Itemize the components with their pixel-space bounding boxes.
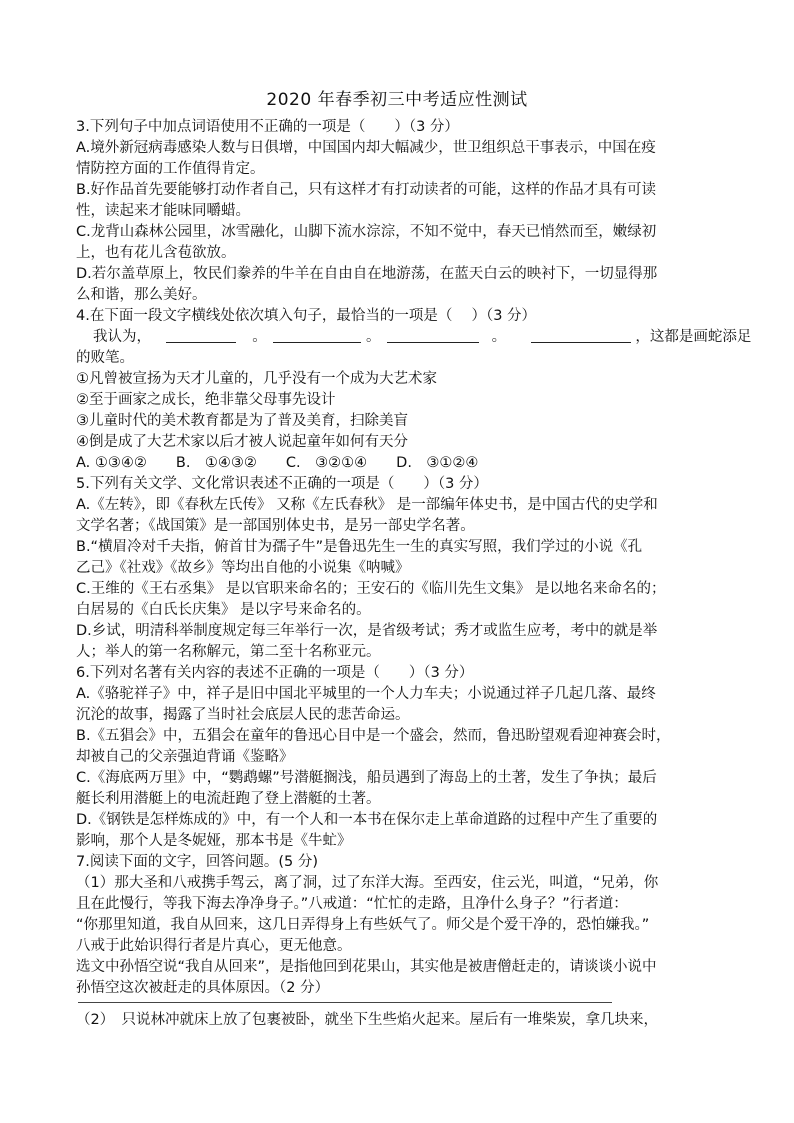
q7-passage-line1: （1）那大圣和八戒携手驾云，离了洞，过了东洋大海。至西安，住云光，叫道，“兄弟，你 (76, 875, 659, 891)
q3-option-a-line2: 情防控方面的工作值得肯定。 (76, 161, 265, 177)
blank-mark-3: 。 (491, 329, 507, 345)
q5-option-a-line1: A.《左转》，即《春秋左氏传》 又称《左氏春秋》 是一部编年体史书，是中国古代的史学和 (76, 497, 658, 513)
answer-blank-3[interactable] (387, 327, 479, 343)
q4-sentence-3: ③儿童时代的美术教育都是为了普及美育，扫除美盲 (76, 413, 408, 429)
question-6-stem: 6.下列对名著有关内容的表述不正确的一项是（ ）（3 分） (76, 665, 474, 681)
question-5-stem: 5.下列有关文学、文化常识表述不正确的一项是（ ）（3 分） (76, 476, 488, 492)
q7-passage-2-line1: （2） 只说林冲就床上放了包裹被卧，就坐下生些焰火起来。屋后有一堆柴炭，拿几块来， (76, 1012, 658, 1028)
q4-trailing-text: ，这都是画蛇添足 (635, 329, 752, 345)
q5-option-d-line2: 人；举人的第一名称解元，第二至十名称亚元。 (76, 644, 381, 660)
q3-option-c-line2: 上，也有花儿含苞欲放。 (76, 245, 236, 261)
q6-option-d-line2: 影响，那个人是冬妮娅，那本书是《牛虻》 (76, 833, 352, 849)
q4-text-line2: 的败笔。 (76, 350, 134, 366)
blank-mark-1: 。 (252, 329, 267, 345)
answer-blank-1[interactable] (166, 327, 236, 343)
q3-option-b-line2: 性，读起来才能味同嚼蜡。 (76, 203, 250, 219)
q4-fill-blank-line (93, 327, 752, 348)
q4-options: A. ①③④② B. ①④③② C. ③②①④ D. ③①②④ (76, 455, 479, 471)
q3-option-c-line1: C.龙背山森林公园里，冰雪融化，山脚下流水淙淙，不知不觉中，春天已悄然而至，嫩绿初 (76, 224, 657, 240)
q6-option-c-line1: C.《海底两万里》中，“鹦鹉螺”号潜艇搁浅，船员遇到了海岛上的土著，发生了争执；最后 (76, 770, 657, 786)
q4-sentence-2: ②至于画家之成长，绝非靠父母事先设计 (76, 392, 336, 408)
question-7-stem: 7.阅读下面的文字，回答问题。(5 分) (76, 854, 318, 870)
q7-prompt-line2: 孙悟空这次被赶走的具体原因。（2 分） (76, 980, 330, 996)
q5-option-c-line2: 白居易的《白氏长庆集》 是以字号来命名的。 (76, 602, 371, 618)
q6-option-a-line1: A.《骆驼祥子》中，祥子是旧中国北平城里的一个人力车夫；小说通过祥子几起几落、最终 (76, 686, 656, 702)
q4-sentence-1: ①凡曾被宣扬为天才儿童的，几乎没有一个成为大艺术家 (76, 371, 437, 387)
q3-option-d-line1: D.若尔盖草原上，牧民们豢养的牛羊在自由自在地游荡，在蓝天白云的映衬下，一切显得那 (76, 266, 658, 282)
q6-option-d-line1: D.《钢铁是怎样炼成的》中，有一个人和一本书在保尔走上革命道路的过程中产生了重要的 (76, 812, 658, 828)
q3-option-b-line1: B.好作品首先要能够打动作者自己，只有这样才有打动读者的可能，这样的作品才具有可读 (76, 182, 657, 198)
q5-option-b-line2: 乙己》《社戏》《故乡》等均出自他的小说集《呐喊》 (76, 560, 410, 576)
q4-lead-text: 我认为， (93, 329, 151, 345)
question-4-stem: 4.在下面一段文字横线处依次填入句子，最恰当的一项是（ ）（3 分） (76, 308, 537, 324)
q7-passage-line4: 八戒于此始识得行者是片真心，更无他意。 (76, 938, 352, 954)
blank-mark-2: 。 (365, 329, 381, 345)
answer-blank-2[interactable] (273, 327, 361, 343)
q7-passage-line2: 且在此慢行，等我下海去净净身子。”八戒道：“忙忙的走路，且净什么身子？”行者道： (76, 896, 628, 912)
q4-sentence-4: ④倒是成了大艺术家以后才被人说起童年如何有天分 (76, 434, 408, 450)
q5-option-a-line2: 文学名著；《战国策》是一部国别体史书，是另一部史学名著。 (76, 518, 475, 534)
q6-option-c-line2: 艇长利用潜艇上的电流赶跑了登上潜艇的土著。 (76, 791, 381, 807)
q3-option-a-line1: A.境外新冠病毒感染人数与日俱增，中国国内却大幅减少，世卫组织总干事表示，中国在疫 (76, 140, 656, 156)
q5-option-d-line1: D.乡试，明清科举制度规定每三年举行一次，是省级考试；秀才或监生应考，考中的就是举 (76, 623, 658, 639)
q7-prompt-line1: 选文中孙悟空说“我自从回来”，是指他回到花果山，其实他是被唐僧赶走的，请谈谈小说中 (76, 959, 657, 975)
q5-option-c-line1: C.王维的《王右丞集》 是以官职来命名的；王安石的《临川先生文集》 是以地名来命名的； (76, 581, 666, 597)
q5-option-b-line1: B.“横眉冷对千夫指，俯首甘为孺子牛”是鲁迅先生一生的真实写照，我们学过的小说《孔 (76, 539, 643, 555)
page-title: 2020 年春季初三中考适应性测试 (266, 90, 528, 110)
q6-option-b-line2: 却被自己的父亲强迫背诵《鉴略》 (76, 749, 294, 765)
q3-option-d-line2: 么和谐，那么美好。 (76, 287, 207, 303)
q6-option-b-line1: B.《五猖会》中，五猖会在童年的鲁迅心目中是一个盛会，然而，鲁迅盼望观看迎神赛会时， (76, 728, 671, 744)
q7-passage-line3: “你那里知道，我自从回来，这几日弄得身上有些妖气了。师父是个爱干净的，恐怕嫌我。” (76, 917, 650, 933)
q6-option-a-line2: 沉沦的故事，揭露了当时社会底层人民的悲苦命运。 (76, 707, 410, 723)
question-3-stem: 3.下列句子中加点词语使用不正确的一项是（ ）（3 分） (76, 119, 459, 135)
answer-blank-4[interactable] (531, 327, 631, 343)
q7-answer-line[interactable] (78, 1002, 612, 1003)
